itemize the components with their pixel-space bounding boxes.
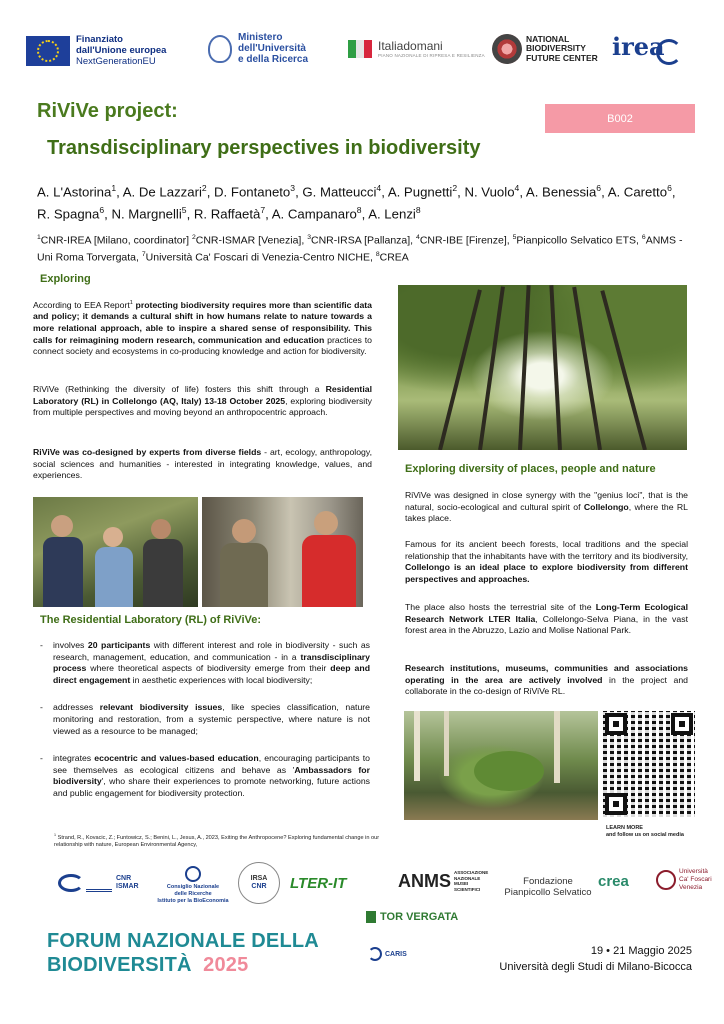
author-affiliation-ref: 8 (415, 205, 421, 216)
author-affiliation-ref: 1 (111, 183, 117, 193)
irsa-label: IRSA (250, 875, 268, 882)
author-name: A. Caretto (607, 184, 668, 200)
anms-logo (398, 870, 488, 892)
ca-foscari-emblem-icon (656, 870, 676, 890)
caris-logo (368, 947, 407, 961)
author-affiliation-ref: 8 (356, 205, 362, 216)
cnr-ibe-line3: Istituto per la BioEconomia (157, 898, 229, 904)
author-name: A. Pugnetti (387, 184, 453, 200)
text-span: Famous for its ancient beech forests, local traditions and the special relationship that the inhabitants have with the territory and its biodiversity, (405, 539, 688, 561)
affiliation-number: 1 (37, 234, 41, 241)
mur-logo-line1: Ministero (238, 32, 283, 43)
text-span: relevant biodiversity issues (99, 702, 223, 713)
text-span: RiViVe was co-designed by experts from diverse fields (33, 447, 262, 457)
partner-logo-row (58, 862, 718, 906)
affiliation-text: CNR-ISMAR [Venezia], (195, 234, 308, 247)
author-affiliation-ref: 2 (452, 183, 458, 193)
text-span: Ambassadors for biodiversity (53, 764, 370, 787)
exploring-paragraph-2 (33, 384, 372, 419)
sponsor-logo-bar (24, 26, 700, 78)
nbfc-sphere-icon (492, 34, 522, 64)
affiliation-number: 4 (416, 234, 420, 241)
republic-emblem-icon (208, 35, 232, 63)
section-heading-exploring: Exploring (40, 273, 91, 285)
tor-vergata-label: TOR VERGATA (380, 911, 459, 923)
affiliation-text: ANMS - Uni Roma Torvergata, (37, 234, 683, 263)
affiliation-number: 6 (641, 234, 646, 241)
author-affiliation-ref: 6 (596, 183, 602, 193)
text-span: 20 participants (87, 640, 151, 650)
poster-code-badge: B002 (545, 104, 695, 133)
affiliation-text: Università Ca' Foscari di Venezia-Centro NICHE, (145, 251, 376, 263)
nbfc-line3: FUTURE CENTER (526, 52, 598, 63)
caris-swirl-icon (368, 947, 382, 961)
text-span: in the project and collaborate in the co-design of RiViVe RL. (405, 674, 688, 697)
forum-year: 2025 (203, 954, 249, 976)
cnr-ismar-line2: ISMAR (116, 883, 139, 890)
eu-flag-icon (26, 36, 70, 66)
text-span: transdisciplinary process (53, 651, 370, 674)
tor-vergata-logo (366, 911, 458, 923)
anms-sub-1: ASSOCIAZIONE (454, 870, 489, 875)
text-span: , encouraging participants to see themselves as ecological citizens and behave as ' (53, 753, 370, 775)
list-item (40, 753, 370, 799)
text-span: , exploring biodiversity from multiple perspectives and moving beyond an anthropocentric approach. (33, 395, 372, 418)
irsa-cnr-label: CNR (251, 883, 267, 890)
footnote (54, 832, 394, 850)
ca-foscari-logo (656, 868, 712, 892)
text-span: Long-Term Ecological Research Network LTER Italia (405, 602, 688, 624)
footnote-text: Strand, R., Kovacic, Z.; Funtowicz, S.; Benini, L., Jesus, A., 2023, Exiting the Anthropocene? Exploring fundamental change in our relationship with nature, European Environmental Agency, (54, 834, 380, 849)
author-name: N. Margnelli (111, 206, 182, 222)
anms-sub-3: MUSEI (454, 881, 469, 886)
author-affiliation-ref: 4 (376, 183, 382, 193)
anms-sub-4: SCIENTIFICI (454, 886, 481, 892)
irsa-logo (238, 862, 280, 904)
forum-title (47, 929, 319, 977)
text-span: reimagining modern research, communication and education (69, 334, 325, 345)
author-list: A. L'Astorina$^1$, A. De Lazzari$^2$, D. Fontaneto$^3$, G. Matteucci$^4$, A. Pugnetti$^2$, N. Vuolo$^4$, A. Benessia$^6$, A. Caretto$^6$, R. Spagna$^6$, N. Margnelli$^5$, R. Raffaetà$^7$, A. Campanaro$^8$, A. Lenzi$^8$ (37, 183, 676, 222)
text-span: ecocentric and values-based education (94, 753, 259, 764)
photo-people-in-forest (33, 497, 198, 607)
text-span: ', who share their experiences to promote networking, future actions and public engagement for biodiversity protection. (53, 776, 370, 798)
text-span: RiViVe was designed in close synergy with the "genius loci", that is the natural, socio-ecological and cultural spirit of (405, 490, 688, 512)
affiliation-number: 2 (191, 234, 196, 241)
text-span: involves (53, 640, 88, 650)
event-date: 19 • 21 Maggio 2025 (590, 945, 692, 957)
italy-flag-icon (348, 36, 374, 60)
text-span: integrates (53, 753, 95, 764)
anms-sub-2: NAZIONALE (454, 875, 481, 881)
affiliation-text: CNR-IRSA [Pallanza], (310, 234, 417, 247)
diversity-paragraph-3 (405, 602, 688, 637)
affiliation-number: 8 (375, 250, 380, 258)
cnr-emblem-icon (185, 866, 201, 882)
affiliation-text: Pianpicollo Selvatico ETS, (516, 234, 642, 247)
eu-logo-line2: dall'Unione europea (76, 45, 167, 56)
text-span: where theoretical aspects of biodiversity emerge from their (86, 663, 331, 674)
author-affiliation-ref: 4 (514, 183, 520, 193)
eu-logo-line1: Finanziato (76, 34, 123, 45)
cnr-ibe-logo (153, 866, 233, 905)
text-span: Collelongo (583, 501, 629, 512)
affiliation-number: 3 (307, 234, 311, 241)
author-affiliation-ref: 7 (260, 205, 266, 216)
qr-caption (606, 825, 684, 839)
nbfc-line1: NATIONAL (526, 33, 570, 44)
text-span: Residential Laboratory (RL) in Collelongo (AQ, Italy) 13-18 October 2025 (33, 384, 372, 406)
text-span: protecting biodiversity requires more than scientific data and policy; it demands a cultural shift in how humans relate to nature towards a more relational approach, able to inspire a shared sense of responsibility. This calls for (33, 299, 373, 345)
pianpicollo-logo (496, 876, 600, 898)
italiadomani-sub: PIANO NAZIONALE DI RIPRESA E RESILIENZA (378, 52, 485, 58)
diversity-paragraph-2 (405, 539, 688, 585)
author-name: A. Lenzi (368, 206, 416, 222)
text-span: practices to connect society and ecosystems in co-producing knowledge and action for biodiversity. (33, 334, 372, 357)
affiliation-number: 7 (141, 250, 146, 258)
text-span: According to EEA Report (33, 299, 130, 310)
author-affiliation-ref: 5 (181, 205, 187, 216)
cnr-icon (58, 874, 84, 892)
text-span: with different interest and role in biodiversity - such as research, management, education, and communication - in a (53, 640, 370, 662)
photo-forest-canopy (398, 285, 687, 450)
mur-logo-line3: e della Ricerca (238, 54, 309, 65)
text-span: addresses (53, 702, 100, 713)
title-line-1: RiViVe project: (37, 100, 178, 122)
pianpicollo-line1: Fondazione (523, 876, 573, 887)
affiliation-text: CNR-IBE [Firenze], (419, 234, 513, 247)
exploring-paragraph-1 (33, 298, 372, 358)
diversity-paragraph-4 (405, 663, 688, 698)
footnote-number: 1 (54, 833, 57, 837)
nbfc-line2: BIODIVERSITY (526, 43, 586, 54)
diversity-paragraph-1 (405, 490, 688, 525)
author-name: G. Matteucci (302, 184, 377, 200)
mur-logo (208, 32, 308, 65)
forum-title-line1: FORUM NAZIONALE DELLA (47, 930, 319, 952)
photo-people-at-wall (202, 497, 363, 607)
caris-label: CARIS (385, 950, 407, 958)
italiadomani-label: Italiadomani (378, 38, 443, 53)
text-span: , like species classification, nature monitoring and restoration, from a systemic perspective, where nature is not viewed as a resource to be managed; (53, 702, 370, 736)
affiliation-number: 5 (512, 234, 517, 241)
author-name: R. Spagna (37, 206, 100, 222)
irea-logo: irea (612, 31, 665, 61)
author-name: N. Vuolo (464, 184, 515, 200)
forum-title-line2: BIODIVERSITÀ (47, 954, 192, 976)
eu-logo-line3: NextGenerationEU (76, 56, 156, 67)
ca-foscari-line1: Università (679, 868, 708, 875)
list-item (40, 702, 370, 737)
ca-foscari-line2: Ca' Foscari (679, 876, 712, 883)
text-span: Collelongo is an ideal place to explore biodiversity from different perspectives and approaches. (405, 562, 688, 584)
section-heading-diversity: Exploring diversity of places, people and nature (405, 463, 656, 475)
text-span: , Collelongo-Selva Piana, in the vast forest area in the Abruzzo, Lazio and Molise National Park. (405, 613, 688, 636)
affiliation-list (37, 231, 687, 264)
author-name: A. L'Astorina (37, 184, 112, 200)
list-item (40, 640, 370, 686)
author-name: R. Raffaetà (193, 206, 261, 222)
waves-icon (86, 874, 112, 892)
crea-logo: crea (598, 873, 629, 890)
exploring-paragraph-3 (33, 447, 372, 482)
text-span: The place also hosts the terrestrial site of the (405, 602, 596, 612)
text-span: RiViVe (Rethinking the diversity of life) fosters this shift through a (33, 384, 326, 394)
residential-lab-bullet-list (40, 640, 370, 816)
event-venue: Università degli Studi di Milano-Bicocca (499, 961, 692, 973)
cnr-ibe-line2: delle Ricerche (174, 891, 212, 897)
italiadomani-logo (348, 36, 485, 60)
nbfc-logo (492, 34, 598, 64)
text-span: in aesthetic experiences with local biodiversity; (130, 674, 313, 685)
footnote-ref: 1 (129, 300, 133, 306)
title-line-2: Transdisciplinary perspectives in biodiversity (47, 137, 481, 159)
photo-mossy-forest-floor (404, 711, 598, 820)
anms-label: ANMS (398, 871, 451, 891)
author-affiliation-ref: 2 (201, 183, 207, 193)
section-heading-residential-lab: The Residential Laboratory (RL) of RiViVe: (40, 614, 262, 626)
eu-logo (26, 34, 166, 67)
text-span: , where the RL takes place. (405, 501, 688, 524)
qr-code[interactable] (603, 711, 695, 817)
affiliation-text: CNR-IREA [Milano, coordinator] (40, 234, 192, 247)
text-span: Research institutions, museums, communities and associations operating in the area are actively involved (405, 663, 688, 685)
mur-logo-line2: dell'Università (238, 43, 306, 54)
author-name: D. Fontaneto (214, 184, 291, 200)
author-name: A. De Lazzari (122, 184, 202, 200)
lter-italia-logo: LTER-IT (290, 875, 347, 892)
text-span: - art, ecology, anthropology, social sciences and humanities - interested in integrating knowledge, values, and experiences. (33, 447, 373, 481)
pianpicollo-line2: Pianpicollo Selvatico (504, 887, 592, 898)
author-affiliation-ref: 6 (99, 205, 105, 216)
cnr-ismar-logo (58, 874, 139, 892)
event-date-venue (486, 943, 692, 975)
qr-caption-line1: LEARN MORE (606, 825, 643, 831)
affiliation-text: CREA (379, 251, 409, 263)
author-name: A. Benessia (525, 184, 597, 200)
tor-vergata-mark-icon (366, 911, 376, 923)
qr-caption-line2: and follow us on social media (606, 832, 684, 838)
author-name: A. Campanaro (271, 206, 357, 222)
cnr-ibe-line1: Consiglio Nazionale (166, 884, 220, 890)
ca-foscari-line3: Venezia (679, 884, 703, 891)
author-affiliation-ref: 3 (290, 183, 296, 193)
author-affiliation-ref: 6 (667, 183, 672, 193)
cnr-ismar-line1: CNR (116, 875, 132, 882)
text-span: deep and direct engagement (53, 663, 371, 685)
cnr-logo-icon (656, 39, 682, 65)
